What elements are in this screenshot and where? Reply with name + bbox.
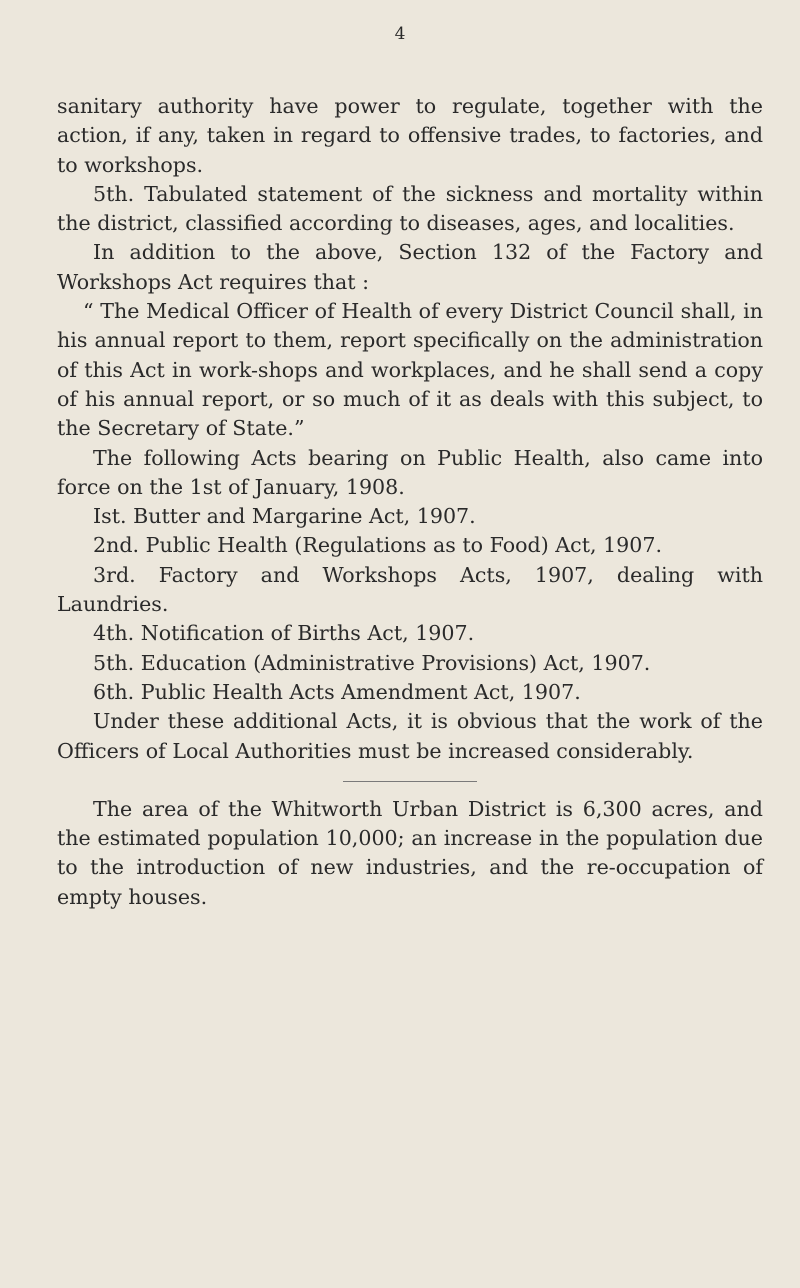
act-list-item-5: 5th. Education (Administrative Provisions) Act, 1907. <box>93 650 651 675</box>
page-number: 4 <box>394 24 406 44</box>
paragraph-following-acts: The following Acts bearing on Public Health, also came into force on the 1st of January, 1908. <box>57 445 763 499</box>
paragraph-quotation: “ The Medical Officer of Health of every District Council shall, in his annual report to them, report specifically on the administration of this Act in work-shops and workplaces, and he shall send a copy of his annual report, or so much of it as deals with this subject, to the Secretary of State.” <box>57 299 763 441</box>
act-list-item-6: 6th. Public Health Acts Amendment Act, 1907. <box>93 679 581 704</box>
act-list-item-3: 3rd. Factory and Workshops Acts, 1907, dealing with Laundries. <box>57 562 763 617</box>
act-list-item-2: 2nd. Public Health (Regulations as to Food) Act, 1907. <box>93 533 663 558</box>
paragraph-conclusion: Under these additional Acts, it is obvious that the work of the Officers of Local Authorities must be increased considerably. <box>57 709 763 763</box>
paragraph-fifth-item: 5th. Tabulated statement of the sickness and mortality within the district, classified according to diseases, ages, and localities. <box>57 181 763 236</box>
section-divider <box>343 781 477 782</box>
paragraph-area-population: The area of the Whitworth Urban District is 6,300 acres, and the estimated population 10,000; an increase in the population due to the introduction of new industries, and the re-occupation of empty houses. <box>57 796 763 909</box>
paragraph-continuation: sanitary authority have power to regulate, together with the action, if any, taken in regard to offensive trades, to factories, and to workshops. <box>57 94 763 177</box>
document-body <box>57 92 763 912</box>
act-list-item-1: Ist. Butter and Margarine Act, 1907. <box>93 504 476 529</box>
paragraph-section-132: In addition to the above, Section 132 of the Factory and Workshops Act requires that : <box>57 240 763 294</box>
act-list-item-4: 4th. Notification of Births Act, 1907. <box>93 621 475 646</box>
